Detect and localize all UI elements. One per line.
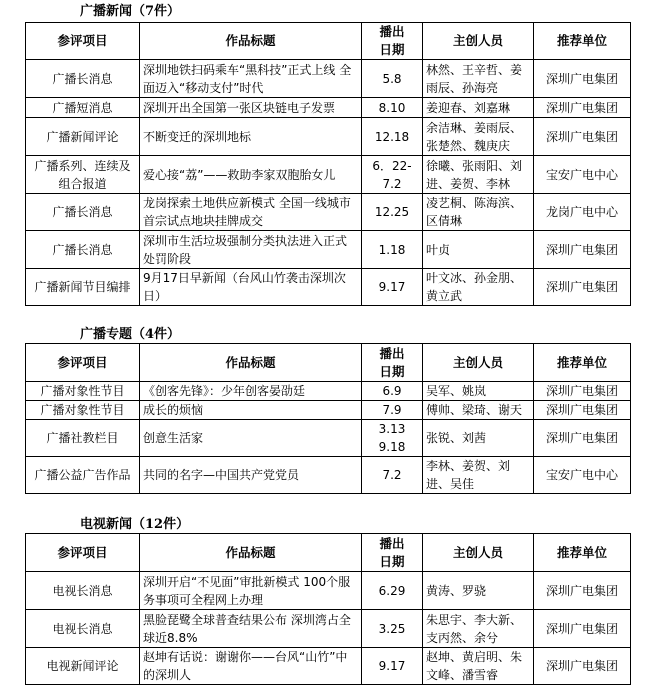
column-header: 参评项目	[26, 344, 140, 382]
date-cell: 1.18	[362, 231, 423, 269]
date-cell: 12.18	[362, 118, 423, 156]
category-cell: 广播新闻节目编排	[26, 269, 140, 306]
table-row	[26, 648, 631, 685]
title-cell: 创意生活家	[140, 420, 362, 457]
category-cell: 广播对象性节目	[26, 382, 140, 401]
column-header: 推荐单位	[534, 23, 631, 60]
table-row	[26, 572, 631, 610]
category-cell: 广播长消息	[26, 231, 140, 269]
title-cell: 共同的名字—中国共产党党员	[140, 457, 362, 494]
table-row	[26, 457, 631, 494]
creators-cell: 姜迎春、刘嘉琳	[423, 98, 534, 118]
date-cell: 3.25	[362, 610, 423, 648]
header-row	[26, 23, 631, 60]
column-header: 主创人员	[423, 344, 534, 382]
column-header: 主创人员	[423, 534, 534, 572]
date-cell: 6．22-7.2	[362, 156, 423, 194]
creators-cell: 李林、姜贺、刘进、吴佳	[423, 457, 534, 494]
unit-cell: 深圳广电集团	[534, 269, 631, 306]
column-header: 推荐单位	[534, 344, 631, 382]
column-header: 参评项目	[26, 534, 140, 572]
category-cell: 广播短消息	[26, 98, 140, 118]
unit-cell: 宝安广电中心	[534, 156, 631, 194]
column-header: 主创人员	[423, 23, 534, 60]
title-cell: 不断变迁的深圳地标	[140, 118, 362, 156]
creators-cell: 吴军、姚岚	[423, 382, 534, 401]
creators-cell: 林然、王辛哲、姜雨辰、孙海亮	[423, 60, 534, 98]
unit-cell: 深圳广电集团	[534, 401, 631, 420]
unit-cell: 深圳广电集团	[534, 610, 631, 648]
creators-cell: 叶贞	[423, 231, 534, 269]
table-row	[26, 610, 631, 648]
section-title: 电视新闻（12件）	[80, 517, 190, 532]
column-header: 参评项目	[26, 23, 140, 60]
date-cell: 9.17	[362, 648, 423, 685]
creators-cell: 朱思宇、李大新、支丙然、余兮	[423, 610, 534, 648]
creators-cell: 余洁琳、姜雨辰、张楚然、魏庚庆	[423, 118, 534, 156]
title-cell: 9月17日早新闻（台风山竹袭击深圳次日）	[140, 269, 362, 306]
awards-table	[25, 22, 631, 306]
unit-cell: 深圳广电集团	[534, 98, 631, 118]
column-header: 作品标题	[140, 23, 362, 60]
unit-cell: 深圳广电集团	[534, 572, 631, 610]
creators-cell: 叶文冰、孙金朋、黄立武	[423, 269, 534, 306]
date-cell: 3.13 9.18	[362, 420, 423, 457]
title-cell: 黑脸琵鹭全球普查结果公布 深圳湾占全球近8.8%	[140, 610, 362, 648]
unit-cell: 深圳广电集团	[534, 382, 631, 401]
creators-cell: 张锐、刘茜	[423, 420, 534, 457]
title-cell: 深圳开出全国第一张区块链电子发票	[140, 98, 362, 118]
header-row	[26, 344, 631, 382]
creators-cell: 傅帅、梁琦、谢天	[423, 401, 534, 420]
creators-cell: 赵坤、黄启明、朱文峰、潘雪睿	[423, 648, 534, 685]
title-cell: 成长的烦恼	[140, 401, 362, 420]
table-row	[26, 118, 631, 156]
date-cell: 6.9	[362, 382, 423, 401]
title-cell: 深圳地铁扫码乘车“黑科技”正式上线 全面迈入“移动支付”时代	[140, 60, 362, 98]
date-cell: 5.8	[362, 60, 423, 98]
column-header: 推荐单位	[534, 534, 631, 572]
category-cell: 广播长消息	[26, 194, 140, 231]
table-row	[26, 194, 631, 231]
column-header: 作品标题	[140, 344, 362, 382]
unit-cell: 深圳广电集团	[534, 118, 631, 156]
column-header: 播出日期	[362, 534, 423, 572]
date-cell: 8.10	[362, 98, 423, 118]
category-cell: 广播长消息	[26, 60, 140, 98]
date-cell: 12.25	[362, 194, 423, 231]
column-header: 播出日期	[362, 23, 423, 60]
title-cell: 赵坤有话说：谢谢你——台风“山竹”中的深圳人	[140, 648, 362, 685]
unit-cell: 深圳广电集团	[534, 648, 631, 685]
date-cell: 7.9	[362, 401, 423, 420]
title-cell: 龙岗探索土地供应新模式 全国一线城市首宗试点地块挂牌成交	[140, 194, 362, 231]
category-cell: 广播新闻评论	[26, 118, 140, 156]
category-cell: 电视长消息	[26, 610, 140, 648]
unit-cell: 深圳广电集团	[534, 60, 631, 98]
creators-cell: 凌艺桐、陈海滨、区倩琳	[423, 194, 534, 231]
table-row	[26, 420, 631, 457]
title-cell: 爱心接“荔”——救助李家双胞胎女儿	[140, 156, 362, 194]
column-header: 作品标题	[140, 534, 362, 572]
table-row	[26, 60, 631, 98]
creators-cell: 黄涛、罗骁	[423, 572, 534, 610]
date-cell: 6.29	[362, 572, 423, 610]
title-cell: 深圳开启“不见面”审批新模式 100个服务事项可全程网上办理	[140, 572, 362, 610]
awards-table	[25, 533, 631, 685]
unit-cell: 深圳广电集团	[534, 231, 631, 269]
column-header: 播出日期	[362, 344, 423, 382]
awards-table	[25, 343, 631, 494]
table-row	[26, 269, 631, 306]
date-cell: 9.17	[362, 269, 423, 306]
table-row	[26, 98, 631, 118]
table-row	[26, 231, 631, 269]
category-cell: 广播社教栏目	[26, 420, 140, 457]
table-row	[26, 401, 631, 420]
section-title: 广播专题（4件）	[80, 327, 181, 342]
table-row	[26, 156, 631, 194]
category-cell: 广播对象性节目	[26, 401, 140, 420]
category-cell: 广播公益广告作品	[26, 457, 140, 494]
table-row	[26, 382, 631, 401]
header-row	[26, 534, 631, 572]
unit-cell: 深圳广电集团	[534, 420, 631, 457]
date-cell: 7.2	[362, 457, 423, 494]
creators-cell: 徐曦、张雨阳、刘进、姜贺、李林	[423, 156, 534, 194]
section-title: 广播新闻（7件）	[80, 4, 181, 19]
title-cell: 深圳市生活垃圾强制分类执法进入正式处罚阶段	[140, 231, 362, 269]
unit-cell: 龙岗广电中心	[534, 194, 631, 231]
title-cell: 《创客先锋》：少年创客晏劭廷	[140, 382, 362, 401]
category-cell: 电视新闻评论	[26, 648, 140, 685]
category-cell: 广播系列、连续及组合报道	[26, 156, 140, 194]
category-cell: 电视长消息	[26, 572, 140, 610]
unit-cell: 宝安广电中心	[534, 457, 631, 494]
